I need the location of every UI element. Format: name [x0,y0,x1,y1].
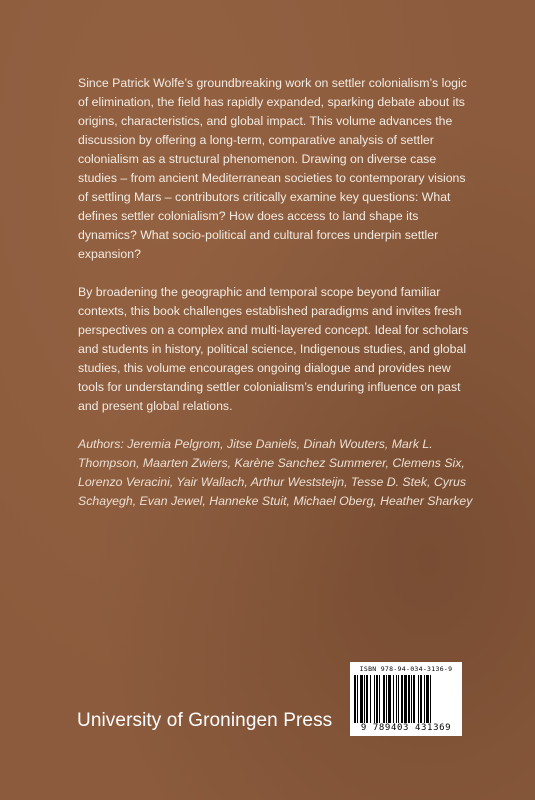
barcode-bar [393,675,394,723]
barcode-bar [379,675,380,723]
barcode-bar [401,675,403,723]
barcode-bar [420,675,422,723]
isbn-number: 9 789403 431369 [360,723,452,733]
authors-list: Authors: Jeremia Pelgrom, Jitse Daniels, Dinah Wouters, Mark L. Thompson, Maarten Zwiers, Karène Sanchez Summerer, Clemens Six, Lorenzo Veracini, Yair Wallach, Arthur Weststeijn, Tesse D. Stek, Cyrus Schayegh, Evan Jewel, Hanneke Stuit, Michael Oberg, Heather Sharkey [78,437,473,508]
blurb [78,74,478,530]
blurb-paragraph-2: By broadening the geographic and temporal scope beyond familiar contexts, this book challenges established paradigms and invites fresh perspectives on a complex and multi-layered concept. Ideal for scholars and students in history, political science, Indigenous studies, and global studies, this volume encourages ongoing dialogue and provides new tools for understanding settler colonialism’s enduring influence on past and present global relations. [78,285,469,413]
barcode-bar [374,675,375,723]
barcode-bar [386,675,387,723]
barcode-bar [398,675,399,723]
barcode-bar [370,675,371,723]
barcode-bar [408,675,410,723]
publisher-name: University of Groningen Press [77,710,333,731]
barcode-bar [376,675,378,723]
barcode-bar [388,675,391,723]
barcode-bar [418,675,419,723]
barcode-bar [430,675,431,723]
barcode-bar [364,675,365,723]
barcode-bar [357,675,358,723]
barcode-bar [354,675,356,723]
barcode-bar [396,675,397,723]
blurb-paragraph-1: Since Patrick Wolfe’s groundbreaking work on settler colonialism’s logic of elimination, the field has rapidly expanded, sparking debate about its origins, characteristics, and global impact. This volume advances the discussion by offering a long-term, comparative analysis of settler colonialism as a structural phenomenon. Drawing on diverse case studies – from ancient Mediterranean societies to contemporary visions of settling Mars – contributors critically examine key questions: What defines settler colonialism? How does access to land shape its dynamics? What socio-political and cultural forces underpin settler expansion? [78,76,467,261]
barcode-bar [366,675,368,723]
barcode-bar [383,675,385,723]
barcode-bar [413,675,415,723]
barcode-bar [360,675,363,723]
barcode-bar [404,675,407,723]
isbn-barcode [350,662,462,736]
barcode-bars [354,675,458,723]
barcode-bar [424,675,425,723]
isbn-label: ISBN 978-94-034-3136-9 [359,665,453,673]
barcode-bar [426,675,429,723]
barcode-bar [411,675,412,723]
